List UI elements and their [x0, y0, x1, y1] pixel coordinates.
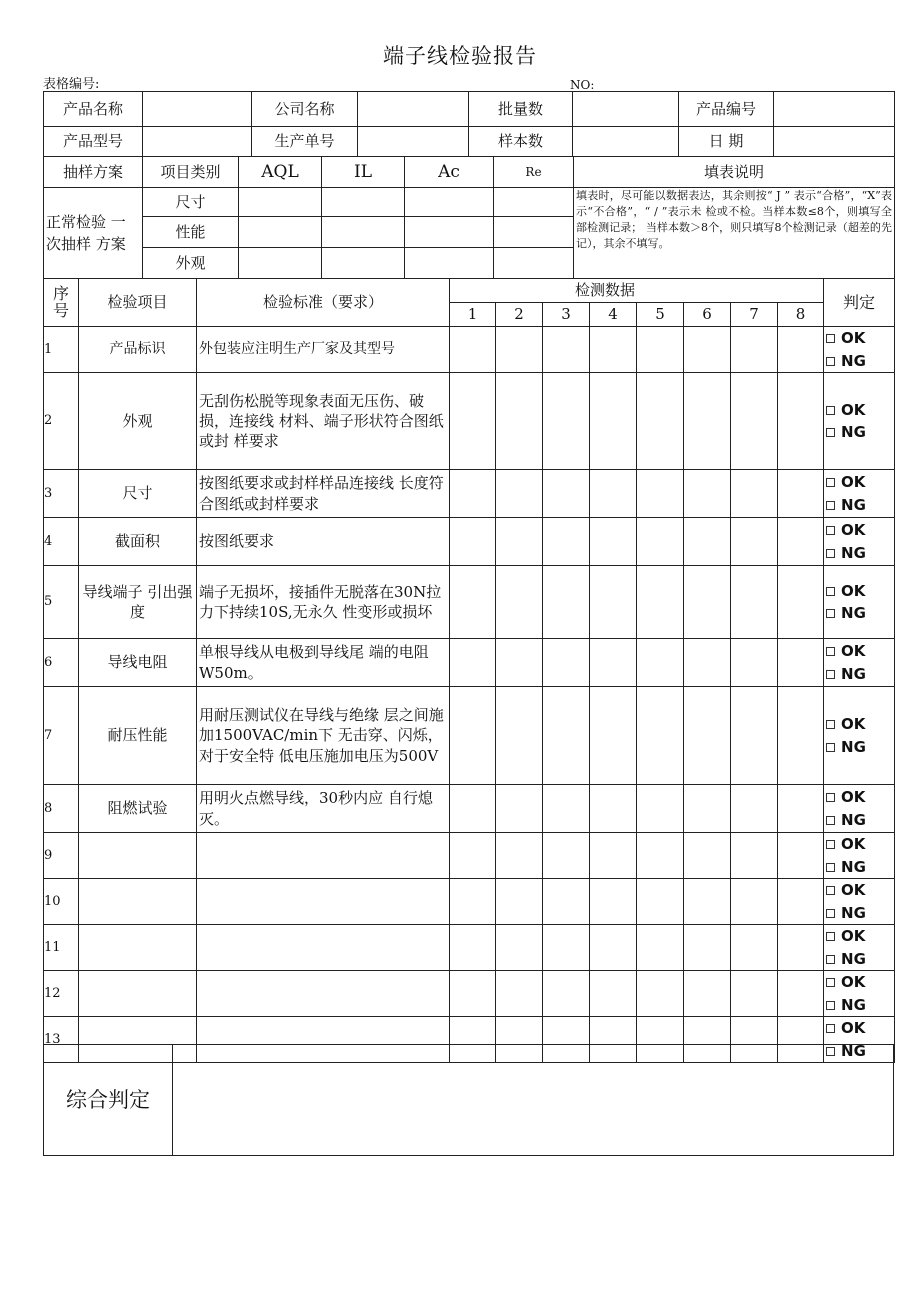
data-cell[interactable] — [450, 687, 496, 785]
data-cell[interactable] — [543, 518, 590, 566]
col-header-judge: 判定 — [824, 279, 895, 327]
checkbox-icon[interactable] — [826, 886, 835, 895]
field-app-il[interactable] — [322, 248, 405, 279]
data-cell[interactable] — [590, 687, 637, 785]
field-app-ac[interactable] — [405, 248, 494, 279]
field-sample-qty[interactable] — [573, 127, 679, 157]
ng-option[interactable] — [826, 856, 892, 879]
row-seq: 11 — [44, 925, 79, 971]
data-col-8: 8 — [778, 303, 824, 327]
data-cell[interactable] — [450, 925, 496, 971]
data-cell[interactable] — [778, 687, 824, 785]
data-cell[interactable] — [731, 327, 778, 373]
data-cell[interactable] — [637, 566, 684, 639]
data-cell[interactable] — [590, 327, 637, 373]
data-cell[interactable] — [543, 925, 590, 971]
ng-option[interactable] — [826, 809, 892, 832]
data-cell[interactable] — [496, 971, 543, 1017]
data-cell[interactable] — [637, 518, 684, 566]
data-cell[interactable] — [637, 327, 684, 373]
label-product-no: 产品编号 — [679, 92, 774, 127]
ok-option[interactable] — [826, 327, 892, 350]
row-item — [79, 925, 197, 971]
table-row — [44, 925, 895, 971]
data-cell[interactable] — [590, 566, 637, 639]
ok-option[interactable] — [826, 399, 892, 422]
row-standard — [197, 971, 450, 1017]
row-item: 截面积 — [79, 518, 197, 566]
data-cell[interactable] — [450, 785, 496, 833]
field-size-ac[interactable] — [405, 188, 494, 217]
ng-option[interactable] — [826, 421, 892, 444]
data-cell[interactable] — [731, 785, 778, 833]
ok-label: OK — [841, 973, 866, 991]
ok-label: OK — [841, 521, 866, 539]
ok-option[interactable] — [826, 640, 892, 663]
data-col-2: 2 — [496, 303, 543, 327]
data-col-6: 6 — [684, 303, 731, 327]
data-cell[interactable] — [590, 971, 637, 1017]
field-company-name[interactable] — [358, 92, 469, 127]
ok-option[interactable] — [826, 580, 892, 603]
row-seq: 3 — [44, 470, 79, 518]
checkbox-icon[interactable] — [826, 816, 835, 825]
judge-cell — [824, 566, 895, 639]
data-cell[interactable] — [731, 566, 778, 639]
ng-label: NG — [841, 423, 866, 441]
ok-option[interactable] — [826, 971, 892, 994]
row-standard — [197, 879, 450, 925]
ng-option[interactable] — [826, 602, 892, 625]
row-seq: 1 — [44, 327, 79, 373]
table-row — [44, 470, 895, 518]
row-seq: 5 — [44, 566, 79, 639]
data-cell[interactable] — [543, 971, 590, 1017]
data-cell[interactable] — [684, 566, 731, 639]
data-cell[interactable] — [778, 833, 824, 879]
label-sampling-plan: 抽样方案 — [44, 157, 143, 188]
ng-label: NG — [841, 664, 866, 683]
data-cell[interactable] — [684, 327, 731, 373]
data-cell[interactable] — [543, 879, 590, 925]
judge-cell — [824, 639, 895, 687]
col-header-standard: 检验标准（要求） — [197, 279, 450, 327]
data-cell[interactable] — [496, 785, 543, 833]
ok-option[interactable] — [826, 786, 892, 809]
data-cell[interactable] — [731, 639, 778, 687]
label-batch-qty: 批量数 — [469, 92, 573, 127]
field-app-re[interactable] — [494, 248, 574, 279]
data-cell[interactable] — [496, 518, 543, 566]
label-sample-qty: 样本数 — [469, 127, 573, 157]
summary-table — [43, 1041, 894, 1156]
ng-label: NG — [841, 857, 866, 876]
label-re: Re — [494, 157, 574, 188]
ok-option[interactable] — [826, 713, 892, 736]
data-cell[interactable] — [496, 925, 543, 971]
label-cat-performance: 性能 — [143, 217, 239, 248]
ng-option[interactable] — [826, 994, 892, 1017]
sampling-plan-table — [43, 156, 895, 279]
ng-option[interactable] — [826, 948, 892, 971]
checkbox-icon[interactable] — [826, 978, 835, 987]
data-cell[interactable] — [496, 639, 543, 687]
data-cell[interactable] — [590, 785, 637, 833]
judge-cell — [824, 470, 895, 518]
label-production-order: 生产单号 — [252, 127, 358, 157]
row-seq: 2 — [44, 373, 79, 470]
data-cell[interactable] — [731, 687, 778, 785]
checkbox-icon[interactable] — [826, 334, 835, 343]
ok-label: OK — [841, 329, 866, 347]
judge-cell — [824, 518, 895, 566]
checkbox-icon[interactable] — [826, 647, 835, 656]
data-cell[interactable] — [543, 687, 590, 785]
data-cell[interactable] — [637, 470, 684, 518]
table-row — [44, 566, 895, 639]
data-cell[interactable] — [637, 785, 684, 833]
checkbox-icon[interactable] — [826, 909, 835, 918]
data-cell[interactable] — [778, 785, 824, 833]
ok-label: OK — [841, 715, 866, 733]
ng-option[interactable] — [826, 663, 892, 686]
ok-option[interactable] — [826, 471, 892, 494]
row-standard — [197, 833, 450, 879]
data-cell[interactable] — [684, 785, 731, 833]
field-perf-il[interactable] — [322, 217, 405, 248]
data-cell[interactable] — [450, 971, 496, 1017]
checkbox-icon[interactable] — [826, 357, 835, 366]
data-cell[interactable] — [450, 470, 496, 518]
field-production-order[interactable] — [358, 127, 469, 157]
data-cell[interactable] — [731, 925, 778, 971]
row-item — [79, 879, 197, 925]
col-header-item: 检验项目 — [79, 279, 197, 327]
data-cell[interactable] — [684, 879, 731, 925]
row-seq: 9 — [44, 833, 79, 879]
data-col-7: 7 — [731, 303, 778, 327]
ok-label: OK — [841, 473, 866, 491]
data-cell[interactable] — [684, 971, 731, 1017]
data-cell[interactable] — [590, 470, 637, 518]
row-item: 阻燃试验 — [79, 785, 197, 833]
data-cell[interactable] — [637, 373, 684, 470]
row-item — [79, 971, 197, 1017]
data-cell[interactable] — [731, 971, 778, 1017]
ok-option[interactable] — [826, 519, 892, 542]
field-product-model[interactable] — [143, 127, 252, 157]
checkbox-icon[interactable] — [826, 549, 835, 558]
data-cell[interactable] — [450, 639, 496, 687]
data-cell[interactable] — [543, 566, 590, 639]
ok-option[interactable] — [826, 1017, 892, 1040]
data-cell[interactable] — [637, 925, 684, 971]
summary-field[interactable] — [173, 1045, 894, 1156]
checkbox-icon[interactable] — [826, 863, 835, 872]
data-cell[interactable] — [684, 687, 731, 785]
data-cell[interactable] — [684, 925, 731, 971]
row-item: 耐压性能 — [79, 687, 197, 785]
judge-cell — [824, 879, 895, 925]
row-item: 导线端子 引出强度 — [79, 566, 197, 639]
ng-option[interactable] — [826, 736, 892, 759]
data-cell[interactable] — [496, 687, 543, 785]
data-cell[interactable] — [543, 833, 590, 879]
data-cell[interactable] — [543, 639, 590, 687]
data-cell[interactable] — [684, 639, 731, 687]
table-row — [44, 518, 895, 566]
row-seq: 8 — [44, 785, 79, 833]
judge-cell — [824, 327, 895, 373]
judge-cell — [824, 785, 895, 833]
data-cell[interactable] — [778, 639, 824, 687]
data-cell[interactable] — [496, 373, 543, 470]
data-cell[interactable] — [496, 879, 543, 925]
row-item: 产品标识 — [79, 327, 197, 373]
checkbox-icon[interactable] — [826, 840, 835, 849]
table-row — [44, 327, 895, 373]
table-row — [44, 785, 895, 833]
row-seq: 12 — [44, 971, 79, 1017]
judge-cell — [824, 373, 895, 470]
summary-label: 综合判定 — [44, 1045, 173, 1156]
row-item: 尺寸 — [79, 470, 197, 518]
data-cell[interactable] — [778, 566, 824, 639]
table-row — [44, 879, 895, 925]
data-cell[interactable] — [590, 518, 637, 566]
ng-label: NG — [841, 604, 866, 622]
data-col-3: 3 — [543, 303, 590, 327]
checkbox-icon[interactable] — [826, 1024, 835, 1033]
page-title: 端子线检验报告 — [383, 44, 537, 68]
data-cell[interactable] — [778, 518, 824, 566]
field-app-aql[interactable] — [239, 248, 322, 279]
data-cell[interactable] — [450, 879, 496, 925]
row-standard: 单根导线从电极到导线尾 端的电阻W50m。 — [197, 639, 450, 687]
checkbox-icon[interactable] — [826, 932, 835, 941]
data-col-4: 4 — [590, 303, 637, 327]
checkbox-icon[interactable] — [826, 955, 835, 964]
row-standard: 按图纸要求 — [197, 518, 450, 566]
inspection-table — [43, 278, 895, 1063]
ng-label: NG — [841, 903, 866, 922]
row-standard: 用耐压测试仪在导线与绝缘 层之间施加1500VAC/min下 无击穿、闪烁，对于安全特 低电压施加电压为500V — [197, 687, 450, 785]
ng-option[interactable] — [826, 902, 892, 925]
checkbox-icon[interactable] — [826, 1001, 835, 1010]
judge-cell — [824, 833, 895, 879]
label-ac: Ac — [405, 157, 494, 188]
row-standard: 按图纸要求或封样样品连接线 长度符合图纸或封样要求 — [197, 470, 450, 518]
field-size-aql[interactable] — [239, 188, 322, 217]
judge-cell — [824, 687, 895, 785]
label-company-name: 公司名称 — [252, 92, 358, 127]
row-item: 导线电阻 — [79, 639, 197, 687]
checkbox-icon[interactable] — [826, 609, 835, 618]
checkbox-icon[interactable] — [826, 793, 835, 802]
ng-label: NG — [841, 543, 866, 562]
data-cell[interactable] — [590, 373, 637, 470]
table-row — [44, 687, 895, 785]
ng-label: NG — [841, 351, 866, 370]
field-perf-ac[interactable] — [405, 217, 494, 248]
judge-cell — [824, 971, 895, 1017]
data-cell[interactable] — [684, 373, 731, 470]
data-cell[interactable] — [450, 327, 496, 373]
row-standard: 用明火点燃导线，30秒内应 自行熄灭。 — [197, 785, 450, 833]
header-table — [43, 91, 895, 157]
label-product-model: 产品型号 — [44, 127, 143, 157]
row-seq: 7 — [44, 687, 79, 785]
data-cell[interactable] — [731, 373, 778, 470]
data-cell[interactable] — [590, 925, 637, 971]
data-cell[interactable] — [450, 373, 496, 470]
checkbox-icon[interactable] — [826, 587, 835, 596]
data-cell[interactable] — [543, 785, 590, 833]
ok-label: OK — [841, 788, 866, 806]
field-date[interactable] — [774, 127, 895, 157]
data-cell[interactable] — [590, 879, 637, 925]
row-seq: 13 — [44, 1017, 79, 1063]
data-cell[interactable] — [637, 833, 684, 879]
label-item-category: 项目类别 — [143, 157, 239, 188]
ok-label: OK — [841, 400, 866, 419]
field-product-no[interactable] — [774, 92, 895, 127]
data-cell[interactable] — [731, 879, 778, 925]
checkbox-icon[interactable] — [826, 670, 835, 679]
ok-label: OK — [841, 642, 866, 660]
label-il: IL — [322, 157, 405, 188]
table-row — [44, 373, 895, 470]
ok-label: OK — [841, 581, 866, 600]
ng-label: NG — [841, 495, 866, 514]
checkbox-icon[interactable] — [826, 428, 835, 437]
label-cat-size: 尺寸 — [143, 188, 239, 217]
data-cell[interactable] — [590, 833, 637, 879]
label-date: 日 期 — [679, 127, 774, 157]
ok-option[interactable] — [826, 879, 892, 902]
row-standard: 外包装应注明生产厂家及其型号 — [197, 327, 450, 373]
ng-label: NG — [841, 1041, 866, 1060]
row-seq: 4 — [44, 518, 79, 566]
field-perf-aql[interactable] — [239, 217, 322, 248]
data-cell[interactable] — [590, 639, 637, 687]
col-header-data: 检测数据 — [450, 279, 824, 303]
ng-label: NG — [841, 737, 866, 756]
field-size-il[interactable] — [322, 188, 405, 217]
row-standard: 无刮伤松脱等现象表面无压伤、破损，连接线 材料、端子形状符合图纸或封 样要求 — [197, 373, 450, 470]
label-product-name: 产品名称 — [44, 92, 143, 127]
table-row — [44, 833, 895, 879]
data-cell[interactable] — [778, 971, 824, 1017]
checkbox-icon[interactable] — [826, 526, 835, 535]
data-cell[interactable] — [778, 327, 824, 373]
data-cell[interactable] — [496, 327, 543, 373]
field-batch-qty[interactable] — [573, 92, 679, 127]
label-cat-appearance: 外观 — [143, 248, 239, 279]
data-cell[interactable] — [543, 373, 590, 470]
field-size-re[interactable] — [494, 188, 574, 217]
data-cell[interactable] — [731, 518, 778, 566]
data-cell[interactable] — [637, 687, 684, 785]
col-header-seq: 序号 — [44, 279, 79, 327]
checkbox-icon[interactable] — [826, 720, 835, 729]
ng-option[interactable] — [826, 350, 892, 373]
ng-label: NG — [841, 995, 866, 1014]
checkbox-icon[interactable] — [826, 501, 835, 510]
row-item: 外观 — [79, 373, 197, 470]
data-cell[interactable] — [450, 833, 496, 879]
data-cell[interactable] — [778, 925, 824, 971]
ok-label: OK — [841, 927, 866, 945]
ok-label: OK — [841, 835, 866, 853]
checkbox-icon[interactable] — [826, 743, 835, 752]
checkbox-icon[interactable] — [826, 406, 835, 415]
data-cell[interactable] — [684, 470, 731, 518]
table-row — [44, 971, 895, 1017]
data-cell[interactable] — [450, 566, 496, 639]
table-row — [44, 639, 895, 687]
data-cell[interactable] — [543, 327, 590, 373]
form-number-label: 表格编号: — [43, 77, 100, 92]
data-col-5: 5 — [637, 303, 684, 327]
data-cell[interactable] — [637, 971, 684, 1017]
fill-instructions-note: 填表时，尽可能以数据表达，其余则按“ J ” 表示“合格”，“X”表示“不合格”，“ / ”表示未 检或不检。当样本数≤8个，则填写全部检测记录； 当样本数＞8个，则只填写8个检测记录（超差的先 记），其余不填写。 — [574, 188, 895, 279]
data-cell[interactable] — [450, 518, 496, 566]
data-cell[interactable] — [496, 470, 543, 518]
data-cell[interactable] — [684, 518, 731, 566]
data-cell[interactable] — [684, 833, 731, 879]
row-item — [79, 833, 197, 879]
data-cell[interactable] — [778, 879, 824, 925]
ng-option[interactable] — [826, 542, 892, 565]
data-col-1: 1 — [450, 303, 496, 327]
row-seq: 6 — [44, 639, 79, 687]
data-cell[interactable] — [778, 470, 824, 518]
ok-label: OK — [841, 881, 866, 899]
data-cell[interactable] — [637, 879, 684, 925]
data-cell[interactable] — [496, 833, 543, 879]
row-seq: 10 — [44, 879, 79, 925]
data-cell[interactable] — [731, 470, 778, 518]
data-cell[interactable] — [731, 833, 778, 879]
ok-option[interactable] — [826, 925, 892, 948]
ok-option[interactable] — [826, 833, 892, 856]
label-normal-inspection: 正常检验 一次抽样 方案 — [44, 188, 143, 279]
data-cell[interactable] — [637, 639, 684, 687]
row-standard — [197, 925, 450, 971]
data-cell[interactable] — [543, 470, 590, 518]
label-aql: AQL — [239, 157, 322, 188]
field-perf-re[interactable] — [494, 217, 574, 248]
row-standard: 端子无损坏，接插件无脱落在30N拉力下持续10S,无永久 性变形或损坏 — [197, 566, 450, 639]
ng-label: NG — [841, 949, 866, 968]
data-cell[interactable] — [778, 373, 824, 470]
field-product-name[interactable] — [143, 92, 252, 127]
ng-option[interactable] — [826, 494, 892, 517]
judge-cell — [824, 925, 895, 971]
ok-label: OK — [841, 1019, 866, 1037]
report-no-label: NO: — [570, 78, 595, 92]
checkbox-icon[interactable] — [826, 478, 835, 487]
data-cell[interactable] — [496, 566, 543, 639]
label-fill-instructions: 填表说明 — [574, 157, 895, 188]
ng-label: NG — [841, 810, 866, 829]
